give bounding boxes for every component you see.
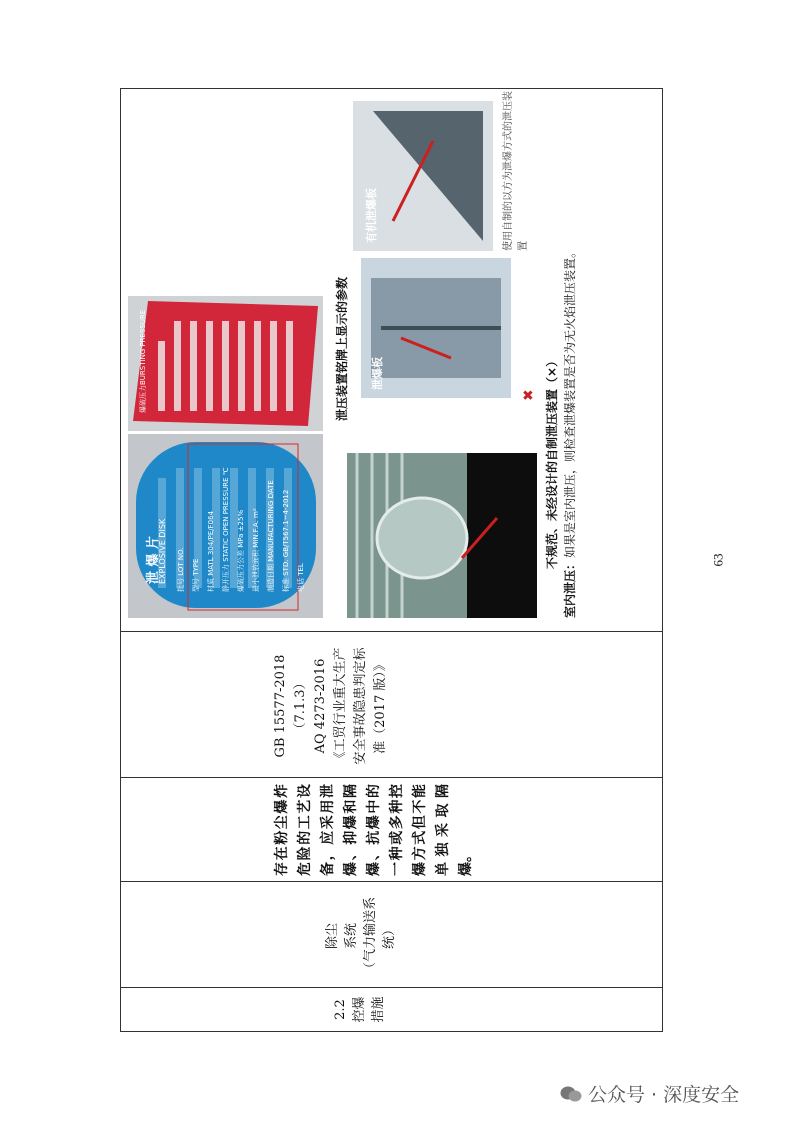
requirement-text: 存在粉尘爆炸危险的工艺设备，应采用泄爆、抑爆和隔爆、抗爆中的一种或多种控爆方式但不能单独采取隔爆。 <box>274 784 474 876</box>
standard-cell <box>271 634 491 778</box>
nameplate-caption: 泄压装置铭牌上显示的参数 <box>335 276 349 421</box>
indoor-text: 如果是室内泄压，则检查泄爆装置是否为无火焰泄压装置。 <box>563 245 577 558</box>
standard-line: GB 15577-2018 <box>273 654 288 758</box>
nameplate-row: 标准 STD. GB/T567.1~4-2012 <box>282 489 290 592</box>
system-cell <box>321 884 401 988</box>
blue-nameplate-photo <box>128 434 323 618</box>
nameplate-row: 型号 TYPE <box>192 558 200 592</box>
indoor-caption <box>561 246 578 618</box>
system-label: 除尘 系统 （气力输送系 统） <box>325 897 397 976</box>
standard-line: 《工贸行业重大生产 <box>333 647 348 765</box>
panel-label: 泄爆板 <box>371 357 384 390</box>
nameplate-row: 材质 MATL 304/PE/F064 <box>207 510 215 592</box>
column-divider <box>121 631 662 632</box>
relief-vent-photo <box>347 453 537 618</box>
watermark-text: 公众号 · 深度安全 <box>588 1084 740 1106</box>
organic-panel-photo <box>353 101 493 251</box>
x-mark-icon: ✖ <box>521 389 537 401</box>
nameplate-brand: EXPLOSIVE DISK <box>158 518 167 584</box>
requirement-cell <box>271 778 474 882</box>
nameplate-row: 最小泄放面积 MIN.F.A. m² <box>252 508 260 592</box>
nonstandard-title: 、未经设计的自制泄压装置（×） <box>545 354 559 533</box>
red-nameplate-graphic <box>128 296 323 431</box>
page-number: 63 <box>710 553 726 567</box>
indoor-label: 室内泄压： <box>563 557 577 618</box>
standard-line: AQ 4273-2016 <box>313 658 328 754</box>
rotated-page-table <box>120 88 663 1032</box>
red-nameplate-label: 爆破压力BURSTING PRESSURE <box>139 309 147 413</box>
rotated-caption: 使用自制的以方为泄爆方式的泄压装置 <box>503 91 529 251</box>
nameplate-row: 批号 LOT NO. <box>177 547 185 592</box>
standard-line: 准（2017 版）》 <box>373 658 388 754</box>
nonstandard-caption <box>543 355 560 569</box>
nameplate-row: 电话 TEL <box>297 563 305 592</box>
watermark <box>560 1080 739 1107</box>
section-label: 2.2 控爆 措施 <box>332 996 386 1023</box>
organic-panel-label: 有机泄爆板 <box>365 188 378 243</box>
explosion-panel-photo <box>361 258 511 398</box>
nonstandard-prefix: 不规范 <box>545 532 559 569</box>
figure-area <box>121 87 664 631</box>
nameplate-rows <box>174 467 309 592</box>
wechat-icon <box>560 1085 582 1103</box>
section-cell <box>329 988 389 1031</box>
hazard-table <box>120 88 663 1032</box>
nameplate-row: 静开压力 STATIC OPEN PRESSURE ℃ <box>222 467 230 592</box>
nameplate-row: 制造日期 MANUFACTURING DATE <box>267 480 275 592</box>
standard-line: （7.1.3） <box>293 676 308 736</box>
standard-line: 安全事故隐患判定标 <box>353 647 368 765</box>
nameplate-row: 爆破压力公差 MPa ±25% <box>237 509 245 592</box>
relief-vent-graphic <box>347 453 537 618</box>
red-nameplate-photo <box>128 296 323 431</box>
nameplate-title: 泄 爆 片 <box>146 535 161 584</box>
